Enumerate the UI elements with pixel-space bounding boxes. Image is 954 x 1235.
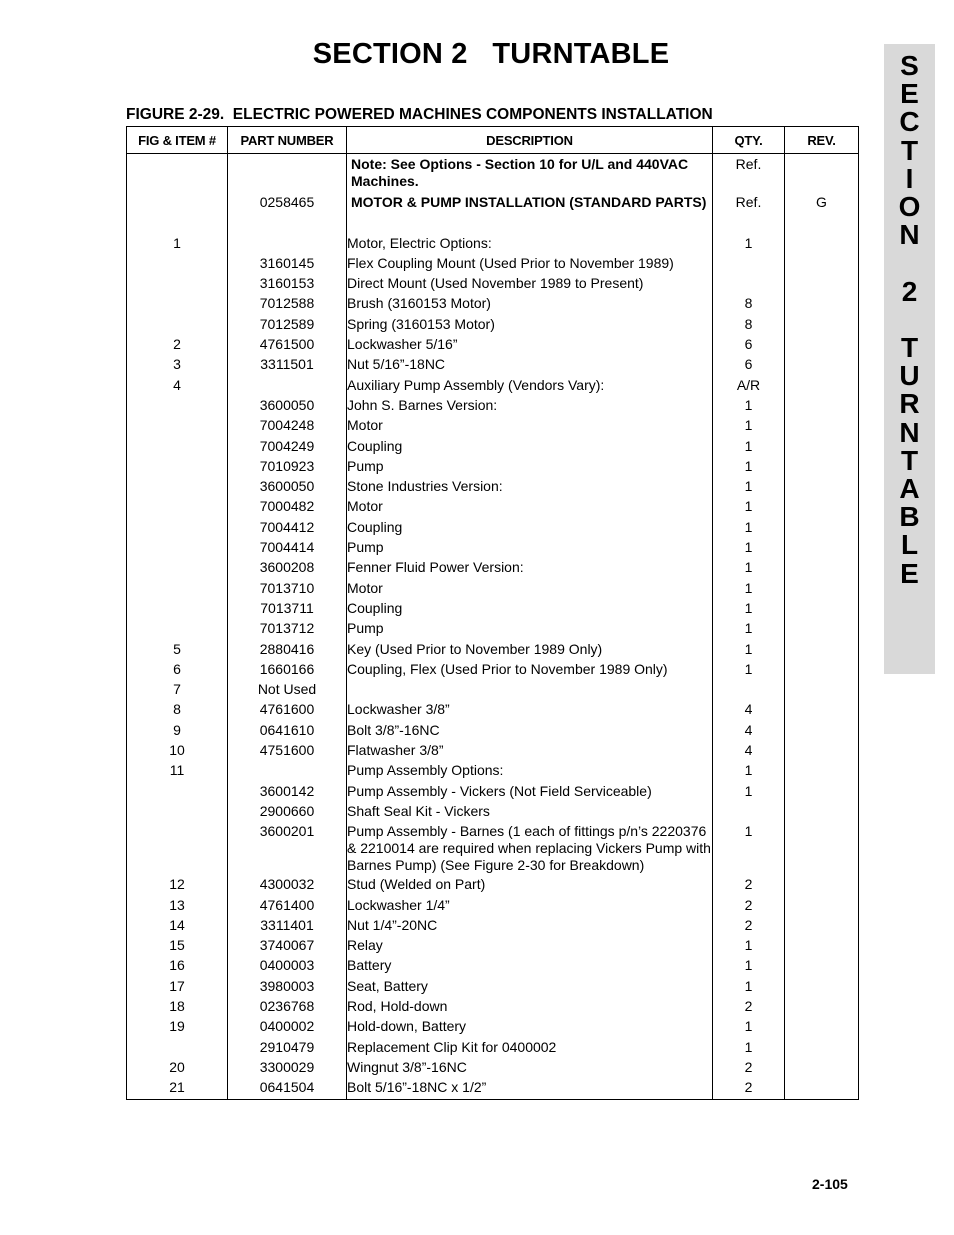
cell-description: Pump Assembly Options: [347, 762, 713, 782]
cell-part-number: 3600208 [228, 559, 347, 579]
cell-item: 17 [127, 978, 228, 998]
table-row [127, 194, 859, 214]
cell-description: Coupling, Flex (Used Prior to November 1989 Only) [347, 661, 713, 681]
cell-item [127, 154, 228, 195]
table-row [127, 722, 859, 742]
cell-qty: 1 [713, 539, 785, 559]
cell-part-number: 3160145 [228, 255, 347, 275]
table-row [127, 762, 859, 782]
table-row [127, 803, 859, 823]
cell-item: 15 [127, 937, 228, 957]
side-tab-letter: T [900, 332, 919, 364]
cell-part-number: Not Used [228, 681, 347, 701]
cell-rev [785, 498, 859, 518]
cell-description: Pump Assembly - Barnes (1 each of fittings p/n’s 2220376 & 2210014 are required when replacing Vickers Pump with Barnes Pump) (See Figure 2-30 for Breakdown) [347, 823, 713, 876]
cell-item [127, 397, 228, 417]
table-row [127, 1059, 859, 1079]
cell-item [127, 823, 228, 876]
side-tab-letter: T [900, 444, 919, 476]
cell-item [127, 458, 228, 478]
cell-qty: 1 [713, 957, 785, 977]
cell-qty [713, 214, 785, 234]
cell-item: 16 [127, 957, 228, 977]
table-row [127, 917, 859, 937]
col-header-part: PART NUMBER [228, 127, 347, 154]
cell-item [127, 519, 228, 539]
cell-item: 2 [127, 336, 228, 356]
cell-rev [785, 377, 859, 397]
cell-part-number: 3300029 [228, 1059, 347, 1079]
cell-qty: 2 [713, 876, 785, 896]
cell-rev [785, 539, 859, 559]
table-row [127, 600, 859, 620]
cell-description: Lockwasher 1/4” [347, 897, 713, 917]
cell-item: 1 [127, 235, 228, 255]
cell-part-number: 3600050 [228, 397, 347, 417]
cell-rev [785, 336, 859, 356]
cell-description: Motor [347, 498, 713, 518]
cell-rev [785, 701, 859, 721]
cell-part-number: 7013711 [228, 600, 347, 620]
cell-description: Lockwasher 5/16” [347, 336, 713, 356]
cell-description: Coupling [347, 438, 713, 458]
side-tab-letter: S [900, 50, 919, 81]
cell-part-number: 4761500 [228, 336, 347, 356]
cell-description: Bolt 3/8”-16NC [347, 722, 713, 742]
cell-qty: 1 [713, 823, 785, 876]
cell-description: Nut 1/4”-20NC [347, 917, 713, 937]
cell-rev [785, 783, 859, 803]
table-row [127, 957, 859, 977]
side-tab-letter: E [900, 78, 919, 110]
table-row [127, 661, 859, 681]
cell-description: Lockwasher 3/8” [347, 701, 713, 721]
side-tab-letter: A [899, 473, 920, 505]
table-row [127, 641, 859, 661]
cell-part-number: 2900660 [228, 803, 347, 823]
cell-rev [785, 559, 859, 579]
cell-item [127, 194, 228, 214]
figure-title: FIGURE 2-29. ELECTRIC POWERED MACHINES COMPONENTS INSTALLATION [126, 106, 713, 123]
cell-rev [785, 876, 859, 896]
col-header-desc: DESCRIPTION [347, 127, 713, 154]
cell-description: Pump [347, 620, 713, 640]
cell-description: Wingnut 3/8”-16NC [347, 1059, 713, 1079]
cell-rev [785, 897, 859, 917]
side-tab-letter: R [899, 388, 920, 420]
cell-part-number: 7004412 [228, 519, 347, 539]
cell-item [127, 600, 228, 620]
cell-description: Flex Coupling Mount (Used Prior to November 1989) [347, 255, 713, 275]
cell-part-number: 3160153 [228, 275, 347, 295]
table-row [127, 295, 859, 315]
cell-item: 12 [127, 876, 228, 896]
cell-qty: A/R [713, 377, 785, 397]
cell-part-number: 7004249 [228, 438, 347, 458]
cell-part-number: 3980003 [228, 978, 347, 998]
cell-qty: 2 [713, 897, 785, 917]
side-tab-letter: I [905, 162, 914, 194]
cell-description: Key (Used Prior to November 1989 Only) [347, 641, 713, 661]
cell-rev [785, 803, 859, 823]
cell-rev [785, 1039, 859, 1059]
cell-qty: 1 [713, 235, 785, 255]
table-row [127, 783, 859, 803]
cell-item [127, 417, 228, 437]
cell-rev [785, 978, 859, 998]
cell-description: Flatwasher 3/8” [347, 742, 713, 762]
table-row [127, 998, 859, 1018]
side-tab-letter: L [900, 529, 919, 561]
cell-qty: 1 [713, 600, 785, 620]
section-side-tab [884, 44, 935, 674]
cell-description: Spring (3160153 Motor) [347, 316, 713, 336]
cell-item [127, 255, 228, 275]
cell-item: 11 [127, 762, 228, 782]
cell-qty: 1 [713, 978, 785, 998]
table-row [127, 876, 859, 896]
cell-description: Motor, Electric Options: [347, 235, 713, 255]
cell-item [127, 214, 228, 234]
cell-item [127, 620, 228, 640]
table-row [127, 897, 859, 917]
cell-rev [785, 1079, 859, 1100]
cell-rev [785, 295, 859, 315]
cell-rev [785, 519, 859, 539]
cell-description: Pump [347, 539, 713, 559]
cell-part-number: 4761400 [228, 897, 347, 917]
cell-description: Motor [347, 417, 713, 437]
table-row [127, 498, 859, 518]
cell-rev [785, 681, 859, 701]
cell-part-number: 4751600 [228, 742, 347, 762]
cell-item [127, 580, 228, 600]
table-row [127, 438, 859, 458]
cell-item: 6 [127, 661, 228, 681]
table-row [127, 580, 859, 600]
cell-description: Pump [347, 458, 713, 478]
cell-part-number: 3740067 [228, 937, 347, 957]
cell-item [127, 559, 228, 579]
cell-part-number: 2880416 [228, 641, 347, 661]
cell-part-number: 2910479 [228, 1039, 347, 1059]
side-tab-letter: N [899, 219, 920, 251]
cell-part-number: 4761600 [228, 701, 347, 721]
table-row [127, 255, 859, 275]
cell-description: Pump Assembly - Vickers (Not Field Serviceable) [347, 783, 713, 803]
cell-qty [713, 255, 785, 275]
table-row [127, 377, 859, 397]
cell-part-number [228, 214, 347, 234]
cell-rev [785, 397, 859, 417]
cell-item: 9 [127, 722, 228, 742]
cell-qty [713, 803, 785, 823]
table-row [127, 539, 859, 559]
cell-rev [785, 722, 859, 742]
table-row [127, 397, 859, 417]
cell-rev [785, 458, 859, 478]
cell-part-number: 7012589 [228, 316, 347, 336]
side-tab-letter: U [899, 360, 920, 392]
cell-description: Hold-down, Battery [347, 1018, 713, 1038]
cell-qty: 4 [713, 722, 785, 742]
table-header-row [127, 127, 859, 154]
cell-rev [785, 823, 859, 876]
cell-qty: 1 [713, 458, 785, 478]
side-tab-letter: T [900, 134, 919, 166]
cell-item: 4 [127, 377, 228, 397]
cell-description [347, 214, 713, 234]
page-number: 2-105 [812, 1176, 848, 1192]
cell-part-number: 3311501 [228, 356, 347, 376]
cell-part-number: 1660166 [228, 661, 347, 681]
cell-item: 7 [127, 681, 228, 701]
cell-item [127, 1039, 228, 1059]
table-row [127, 701, 859, 721]
cell-description: Fenner Fluid Power Version: [347, 559, 713, 579]
cell-part-number: 7004248 [228, 417, 347, 437]
cell-part-number: 7004414 [228, 539, 347, 559]
cell-part-number: 3311401 [228, 917, 347, 937]
table-row [127, 620, 859, 640]
cell-part-number: 0400003 [228, 957, 347, 977]
cell-qty: 2 [713, 1079, 785, 1100]
cell-qty: 1 [713, 580, 785, 600]
cell-rev [785, 478, 859, 498]
table-row [127, 937, 859, 957]
cell-description: Seat, Battery [347, 978, 713, 998]
cell-rev [785, 235, 859, 255]
table-row [127, 275, 859, 295]
cell-item: 3 [127, 356, 228, 376]
cell-qty: 1 [713, 661, 785, 681]
cell-rev [785, 214, 859, 234]
cell-qty: 1 [713, 519, 785, 539]
cell-item [127, 478, 228, 498]
side-tab-letter: O [898, 191, 921, 223]
cell-rev [785, 356, 859, 376]
cell-item: 5 [127, 641, 228, 661]
cell-part-number: 0236768 [228, 998, 347, 1018]
cell-item: 18 [127, 998, 228, 1018]
cell-item: 10 [127, 742, 228, 762]
cell-description: Auxiliary Pump Assembly (Vendors Vary): [347, 377, 713, 397]
table-row [127, 681, 859, 701]
cell-qty [713, 275, 785, 295]
table-row [127, 235, 859, 255]
cell-qty: 2 [713, 1059, 785, 1079]
table-row [127, 214, 859, 234]
cell-description: Direct Mount (Used November 1989 to Present) [347, 275, 713, 295]
cell-item [127, 295, 228, 315]
cell-description: Bolt 5/16”-18NC x 1/2” [347, 1079, 713, 1100]
cell-description: Rod, Hold-down [347, 998, 713, 1018]
table-row [127, 316, 859, 336]
cell-rev [785, 580, 859, 600]
cell-description: Nut 5/16”-18NC [347, 356, 713, 376]
side-tab-letter: E [900, 557, 919, 589]
cell-item: 21 [127, 1079, 228, 1100]
cell-description: Coupling [347, 519, 713, 539]
cell-qty: 1 [713, 620, 785, 640]
side-tab-letter: N [899, 416, 920, 448]
side-tab-letter: B [899, 501, 920, 533]
side-tab-letters [884, 52, 935, 588]
cell-description: MOTOR & PUMP INSTALLATION (STANDARD PARTS) [347, 194, 713, 214]
cell-part-number: 7000482 [228, 498, 347, 518]
cell-qty: 4 [713, 742, 785, 762]
table-row [127, 742, 859, 762]
cell-rev [785, 1059, 859, 1079]
cell-qty: 4 [713, 701, 785, 721]
cell-qty: 1 [713, 641, 785, 661]
cell-part-number: 3600050 [228, 478, 347, 498]
cell-qty: 1 [713, 1039, 785, 1059]
table-row [127, 978, 859, 998]
table-row [127, 1039, 859, 1059]
side-tab-letter: 2 [901, 275, 918, 307]
cell-qty: 1 [713, 498, 785, 518]
cell-description: Brush (3160153 Motor) [347, 295, 713, 315]
table-row [127, 823, 859, 876]
cell-qty: Ref. [713, 154, 785, 195]
cell-part-number: 3600201 [228, 823, 347, 876]
side-tab-letter [884, 249, 935, 277]
cell-rev [785, 255, 859, 275]
cell-description: Stud (Welded on Part) [347, 876, 713, 896]
cell-item [127, 539, 228, 559]
side-tab-letter [884, 306, 935, 334]
cell-part-number: 7013710 [228, 580, 347, 600]
cell-rev [785, 742, 859, 762]
cell-qty: 1 [713, 438, 785, 458]
cell-rev [785, 917, 859, 937]
cell-part-number: 4300032 [228, 876, 347, 896]
cell-item [127, 803, 228, 823]
cell-description: Shaft Seal Kit - Vickers [347, 803, 713, 823]
table-body [127, 154, 859, 1100]
cell-rev [785, 762, 859, 782]
cell-description [347, 681, 713, 701]
cell-rev [785, 154, 859, 195]
cell-part-number [228, 154, 347, 195]
cell-description: Coupling [347, 600, 713, 620]
side-tab-letter: C [899, 106, 920, 138]
cell-description: Battery [347, 957, 713, 977]
cell-rev [785, 438, 859, 458]
cell-item: 19 [127, 1018, 228, 1038]
table-row [127, 1018, 859, 1038]
cell-qty: Ref. [713, 194, 785, 214]
cell-qty: 1 [713, 937, 785, 957]
cell-part-number: 7013712 [228, 620, 347, 640]
cell-item [127, 438, 228, 458]
cell-part-number: 0641610 [228, 722, 347, 742]
cell-rev [785, 316, 859, 336]
table-row [127, 478, 859, 498]
cell-qty: 1 [713, 559, 785, 579]
table-row [127, 417, 859, 437]
table-row [127, 458, 859, 478]
cell-item [127, 498, 228, 518]
cell-rev [785, 1018, 859, 1038]
table-row [127, 559, 859, 579]
cell-item: 14 [127, 917, 228, 937]
col-header-item: FIG & ITEM # [127, 127, 228, 154]
cell-qty: 1 [713, 478, 785, 498]
cell-qty: 6 [713, 336, 785, 356]
cell-qty: 2 [713, 917, 785, 937]
cell-item: 20 [127, 1059, 228, 1079]
cell-qty: 1 [713, 417, 785, 437]
cell-part-number: 0400002 [228, 1018, 347, 1038]
cell-rev [785, 417, 859, 437]
table-row [127, 1079, 859, 1100]
cell-part-number: 7010923 [228, 458, 347, 478]
cell-item: 8 [127, 701, 228, 721]
cell-qty: 8 [713, 316, 785, 336]
cell-qty: 8 [713, 295, 785, 315]
cell-rev [785, 661, 859, 681]
cell-rev [785, 937, 859, 957]
cell-qty: 1 [713, 762, 785, 782]
cell-item [127, 783, 228, 803]
cell-rev [785, 641, 859, 661]
cell-qty [713, 681, 785, 701]
cell-description: John S. Barnes Version: [347, 397, 713, 417]
cell-item [127, 275, 228, 295]
cell-part-number [228, 762, 347, 782]
cell-part-number: 3600142 [228, 783, 347, 803]
cell-part-number: 0641504 [228, 1079, 347, 1100]
cell-part-number [228, 235, 347, 255]
table-row [127, 154, 859, 195]
cell-description: Motor [347, 580, 713, 600]
cell-description: Note: See Options - Section 10 for U/L and 440VAC Machines. [347, 154, 713, 195]
cell-rev [785, 957, 859, 977]
cell-description: Stone Industries Version: [347, 478, 713, 498]
section-title: SECTION 2 TURNTABLE [312, 38, 670, 70]
cell-item: 13 [127, 897, 228, 917]
cell-qty: 2 [713, 998, 785, 1018]
table-row [127, 519, 859, 539]
col-header-qty: QTY. [713, 127, 785, 154]
table-row [127, 356, 859, 376]
cell-rev [785, 998, 859, 1018]
cell-qty: 1 [713, 397, 785, 417]
cell-description: Replacement Clip Kit for 0400002 [347, 1039, 713, 1059]
cell-part-number: 0258465 [228, 194, 347, 214]
cell-rev [785, 620, 859, 640]
col-header-rev: REV. [785, 127, 859, 154]
cell-part-number [228, 377, 347, 397]
parts-table [126, 126, 859, 1100]
cell-description: Relay [347, 937, 713, 957]
table-row [127, 336, 859, 356]
cell-qty: 1 [713, 783, 785, 803]
cell-qty: 6 [713, 356, 785, 376]
cell-rev: G [785, 194, 859, 214]
cell-rev [785, 600, 859, 620]
cell-item [127, 316, 228, 336]
cell-qty: 1 [713, 1018, 785, 1038]
cell-part-number: 7012588 [228, 295, 347, 315]
cell-rev [785, 275, 859, 295]
